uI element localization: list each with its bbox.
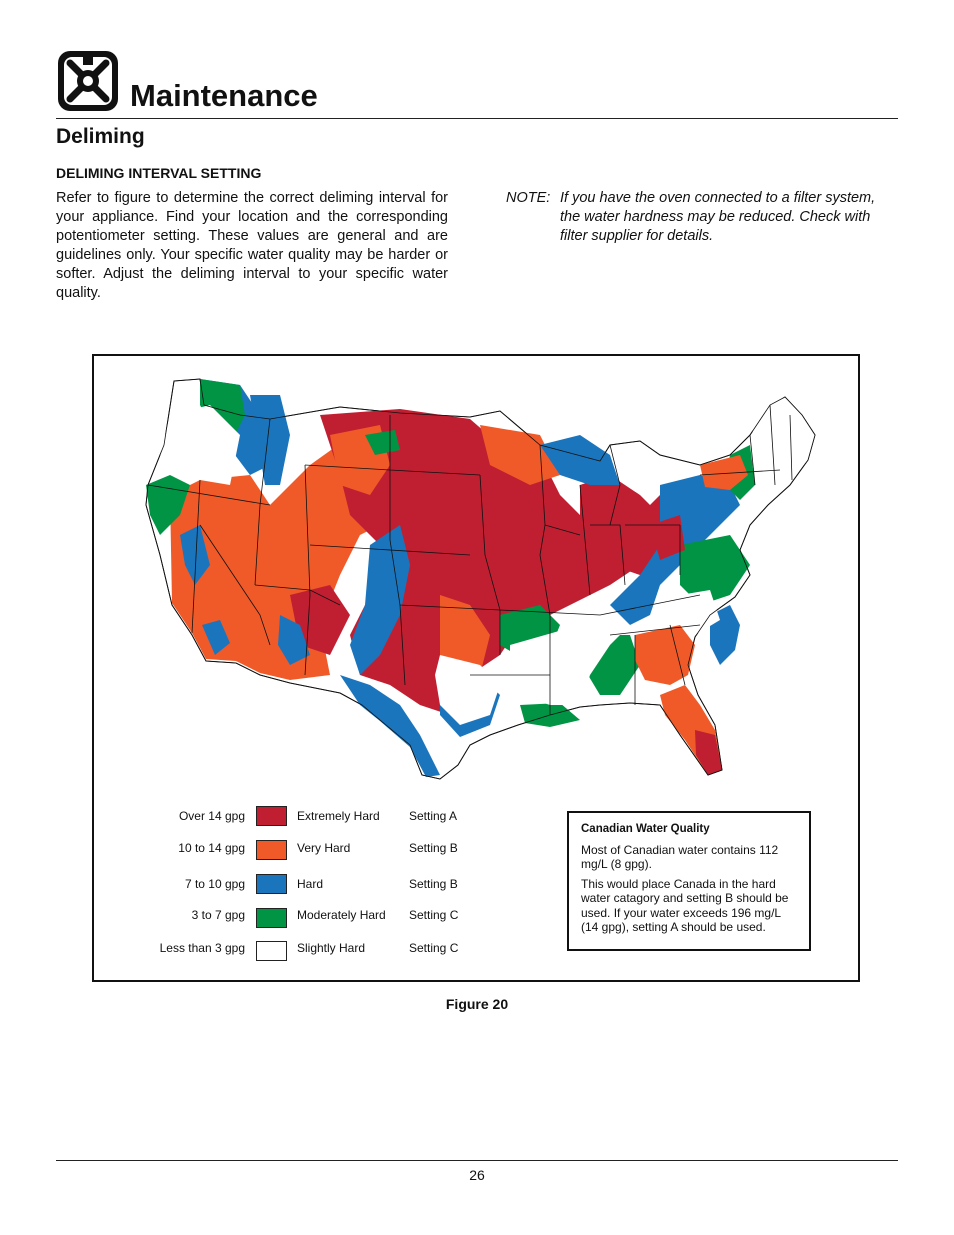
legend-range: Over 14 gpg <box>178 809 245 823</box>
legend-hardness: Hard <box>297 877 324 891</box>
legend-hardness: Moderately Hard <box>297 908 386 922</box>
legend-swatch <box>256 908 287 928</box>
legend-setting: Setting A <box>409 809 458 823</box>
legend-range: 7 to 10 gpg <box>184 877 245 891</box>
legend-setting: Setting C <box>409 908 459 922</box>
legend-hardness: Slightly Hard <box>297 941 366 955</box>
note-label: NOTE: <box>506 190 551 206</box>
legend-swatch <box>256 806 287 826</box>
legend-range: 10 to 14 gpg <box>178 841 245 855</box>
wrench-screwdriver-icon <box>56 49 120 113</box>
canada-box-title: Canadian Water Quality <box>581 823 710 835</box>
subsection-title: DELIMING INTERVAL SETTING <box>56 165 262 181</box>
intro-paragraph: Refer to figure to determine the correct deliming interval for your appliance. Find your location and the corresponding potentiometer setting. These values are general and are guidelines only. Your specific water quality may be harder or softer. Adjust the deliming interval to your specific water quality. <box>56 190 448 301</box>
page-title: Maintenance <box>130 78 318 113</box>
legend-setting: Setting B <box>409 841 458 855</box>
legend-swatch <box>256 941 287 961</box>
footer-rule <box>56 1160 898 1161</box>
header-rule <box>56 118 898 119</box>
canada-box-para2: This would place Canada in the hard water catagory and setting B should be used. If your water exceeds 196 mg/L (14 gpg), setting A should be used. <box>581 876 789 934</box>
legend-range: Less than 3 gpg <box>159 941 245 955</box>
legend-swatch <box>256 874 287 894</box>
legend-setting: Setting C <box>409 941 459 955</box>
page-number: 26 <box>469 1167 485 1183</box>
note-text: If you have the oven connected to a filter system, the water hardness may be reduced. Check with filter supplier for details. <box>560 190 876 244</box>
figure-caption: Figure 20 <box>445 996 509 1012</box>
legend-swatch <box>256 840 287 860</box>
canada-info-box <box>567 811 811 951</box>
water-hardness-map <box>140 375 830 785</box>
legend-range: 3 to 7 gpg <box>191 908 245 922</box>
section-title: Deliming <box>56 125 145 148</box>
legend-setting: Setting B <box>409 877 458 891</box>
note <box>506 189 898 246</box>
legend-hardness: Extremely Hard <box>297 809 380 823</box>
canada-box-para1: Most of Canadian water contains 112 mg/L (8 gpg). <box>581 842 779 871</box>
legend-hardness: Very Hard <box>297 841 351 855</box>
